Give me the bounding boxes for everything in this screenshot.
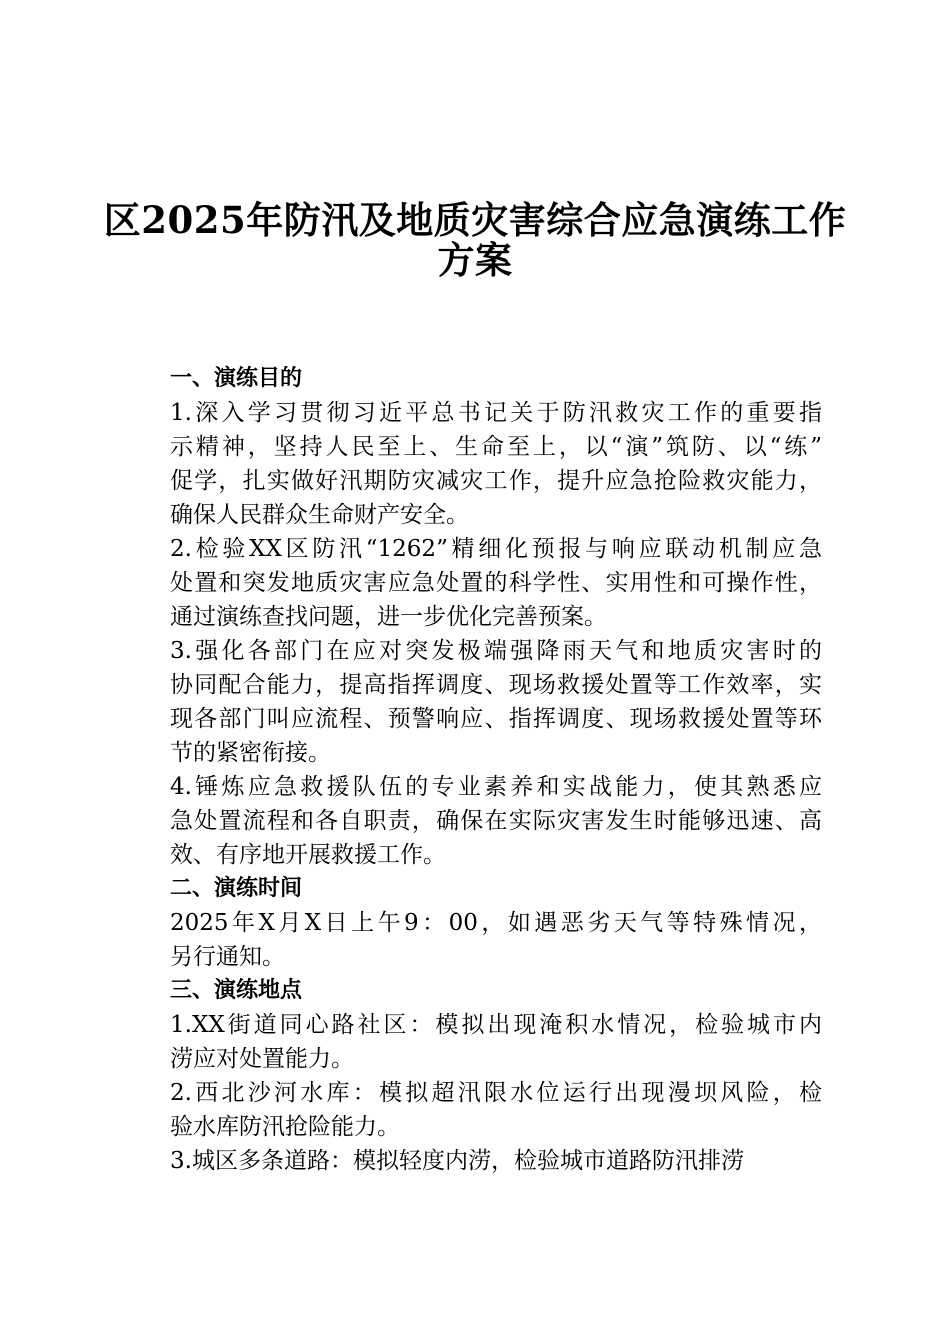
body-paragraph [120,906,822,974]
paragraph-line: 1.深入学习贯彻习近平总书记关于防汛救灾工作的重要指 [170,400,822,426]
paragraph-line: 4.锤炼应急救援队伍的专业素养和实战能力，使其熟悉应 [170,774,822,800]
body-paragraph [120,1144,822,1178]
body-paragraph [120,770,822,872]
paragraph-line: 示精神，坚持人民至上、生命至上，以“演”筑防、以“练” [170,434,822,460]
paragraph-line: 2.检验XX区防汛“1262”精细化预报与响应联动机制应急 [170,536,822,562]
paragraph-line: 2.西北沙河水库：模拟超汛限水位运行出现漫坝风险，检 [170,1080,822,1106]
paragraph-line: 节的紧密衔接。 [170,740,331,766]
document-title-line-2: 方案 [437,238,513,282]
section-heading: 一、演练目的 [170,366,303,391]
body-paragraph [120,1076,822,1144]
paragraph-line: 通过演练查找问题，进一步优化完善预案。 [170,604,607,630]
paragraph-line: 1.XX街道同心路社区：模拟出现淹积水情况，检验城市内 [170,1012,822,1038]
paragraph-line: 效、有序地开展救援工作。 [170,842,446,868]
paragraph-line: 3.城区多条道路：模拟轻度内涝，检验城市道路防汛排涝 [170,1148,744,1174]
paragraph-line: 急处置流程和各自职责，确保在实际灾害发生时能够迅速、高 [170,808,822,834]
document-body [120,362,822,1178]
paragraph-line: 确保人民群众生命财产安全。 [170,502,469,528]
paragraph-line: 促学，扎实做好汛期防灾减灾工作，提升应急抢险救灾能力， [170,468,822,494]
body-paragraph [120,532,822,634]
paragraph-line: 2025年X月X日上午9：00，如遇恶劣天气等特殊情况， [170,910,822,936]
paragraph-line: 另行通知。 [170,944,285,970]
body-paragraph [120,1008,822,1076]
paragraph-line: 处置和突发地质灾害应急处置的科学性、实用性和可操作性， [170,570,822,596]
paragraph-line: 涝应对处置能力。 [170,1046,354,1072]
document-title-line-1: 区2025年防汛及地质灾害综合应急演练工作 [103,198,847,242]
section-heading: 二、演练时间 [170,876,303,901]
paragraph-line: 验水库防汛抢险能力。 [170,1114,400,1140]
paragraph-line: 3.强化各部门在应对突发极端强降雨天气和地质灾害时的 [170,638,822,664]
paragraph-line: 现各部门叫应流程、预警响应、指挥调度、现场救援处置等环 [170,706,822,732]
body-paragraph [120,396,822,532]
section-heading: 三、演练地点 [170,978,303,1003]
body-paragraph [120,634,822,770]
paragraph-line: 协同配合能力，提高指挥调度、现场救援处置等工作效率，实 [170,672,822,698]
